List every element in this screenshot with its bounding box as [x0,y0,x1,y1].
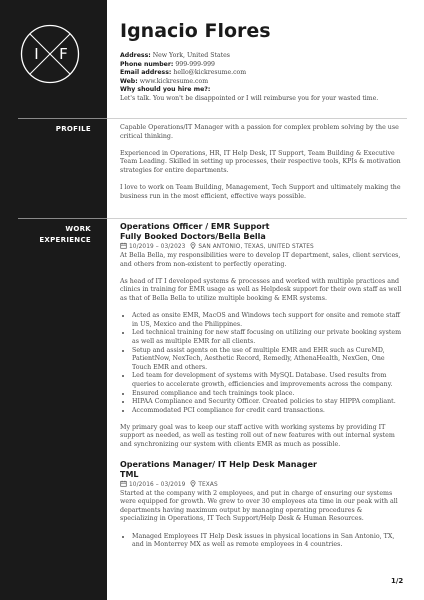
profile-paragraph: Capable Operations/IT Manager with a passion for complex problem solving by the use critical thinking. [120,124,399,140]
sidebar [0,0,107,600]
hire-statement: Let's talk. You won't be disappointed or I will reimburse you for your wasted time. [120,94,379,102]
location-pin-icon [190,480,196,487]
contact-phone: Phone number: 999-999-999 [120,60,215,68]
experience-divider-dark [18,218,107,219]
bullet-item: • Ensured compliance and tech trainings took place. [132,390,402,399]
job-bullets [120,533,402,550]
section-label-profile: PROFILE [55,125,91,133]
job-bullets [120,312,402,415]
contact-why-hire: Why should you hire me?: [120,86,211,94]
job-closing: My primary goal was to keep our staff active with working systems by providing IT support as needed, as well as testing roll out of new features with out internal system and synchronizing our system with clients EMR as much as possible. [120,423,395,449]
job-entry [120,222,402,450]
experience-list [120,222,402,550]
job-company: TML [120,469,139,479]
profile-summary [120,124,402,201]
contact-email[interactable]: Email address: hello@kickresume.com [120,69,247,77]
job-dates: 10/2016 – 03/2019 [129,481,186,488]
bullet-item: • Managed Employees IT Help Desk issues in physical locations in San Antonio, TX, and in Monterrey MX as well as remote employees in 4 countries. [132,533,402,550]
job-title: Operations Officer / EMR Support [120,222,270,231]
profile-divider [107,118,407,119]
profile-paragraph: I love to work on Team Building, Management, Tech Support and ultimately making the business run in the most efficient, effective ways possible. [120,184,401,200]
logo-initial-left: I [34,45,39,63]
calendar-icon [120,242,127,249]
job-company: Fully Booked Doctors/Bella Bella [120,232,266,241]
job-dates: 10/2019 – 03/2023 [129,244,186,250]
job-intro: At Bella Bella, my responsibilities were to develop IT department, sales, client services, and others from non-existent to perfectly operating. [120,252,401,268]
contact-web[interactable]: Web: www.kickresume.com [120,77,209,85]
job-intro: As head of IT I developed systems & processes and worked with multiple practices and clinics in training for EMR usage as well as Helpdesk support for their own staff as well as that of Bella Bella to utilize multiple booking & EMR systems. [120,277,402,302]
job-meta [120,242,402,252]
bullet-item: • Led technical training for new staff focusing on utilizing our private booking system as well as multiple EMR for all clients. [132,329,402,346]
contact-block [120,52,410,104]
candidate-name: Ignacio Flores [120,20,271,42]
contact-address: Address: New York, United States [120,52,230,59]
job-intro: Started at the company with 2 employees, and put in charge of ensuring our systems were equipped for growth. We grew to over 30 employees ata time in our peak with all departments having maximum output by managing operating procedures & specializing in Operations, IT Tech Support/Help Desk & Human Resources. [120,489,398,523]
logo-initial-right: F [59,45,68,63]
profile-paragraph: Experienced in Operations, HR, IT Help Desk, IT Support, Team Building & Executive Team Leading. Skilled in setting up processes, their respective tools, KPIs & motivation strategies for entire departments. [120,149,401,174]
calendar-icon [120,480,127,487]
bullet-item: • Led team for development of systems with MySQL Database. Used results from queries to accelerate growth, efficiencies and improvements across the company. [132,372,402,389]
page-number: 1/2 [391,577,404,585]
job-meta [120,480,402,490]
bullet-item: • HIPAA Compliance and Security Officer. Created policies to stay HIPPA compliant. [132,398,402,407]
section-label-work-experience: WORK EXPERIENCE [39,225,91,244]
bullet-item: • Setup and assist agents on the use of multiple EMR and EHR such as CureMD, PatientNow, NexTech, Aesthetic Record, Remedly, AthenaHealth, NexGen, One Touch EMR and others. [132,347,402,373]
experience-divider [107,218,407,219]
job-title: Operations Manager/ IT Help Desk Manager [120,459,317,469]
job-location: TEXAS [198,481,218,488]
bullet-item: • Accommodated PCI compliance for credit card transactions. [132,407,402,416]
bullet-item: • Acted as onsite EMR, MacOS and Windows tech support for onsite and remote staff in US, Mexico and the Philippines. [132,312,402,329]
monogram-logo [20,24,80,84]
job-location: SAN ANTONIO, TEXAS, UNITED STATES [198,244,314,250]
location-pin-icon [190,242,196,249]
job-entry [120,460,402,550]
profile-divider-dark [18,118,107,119]
